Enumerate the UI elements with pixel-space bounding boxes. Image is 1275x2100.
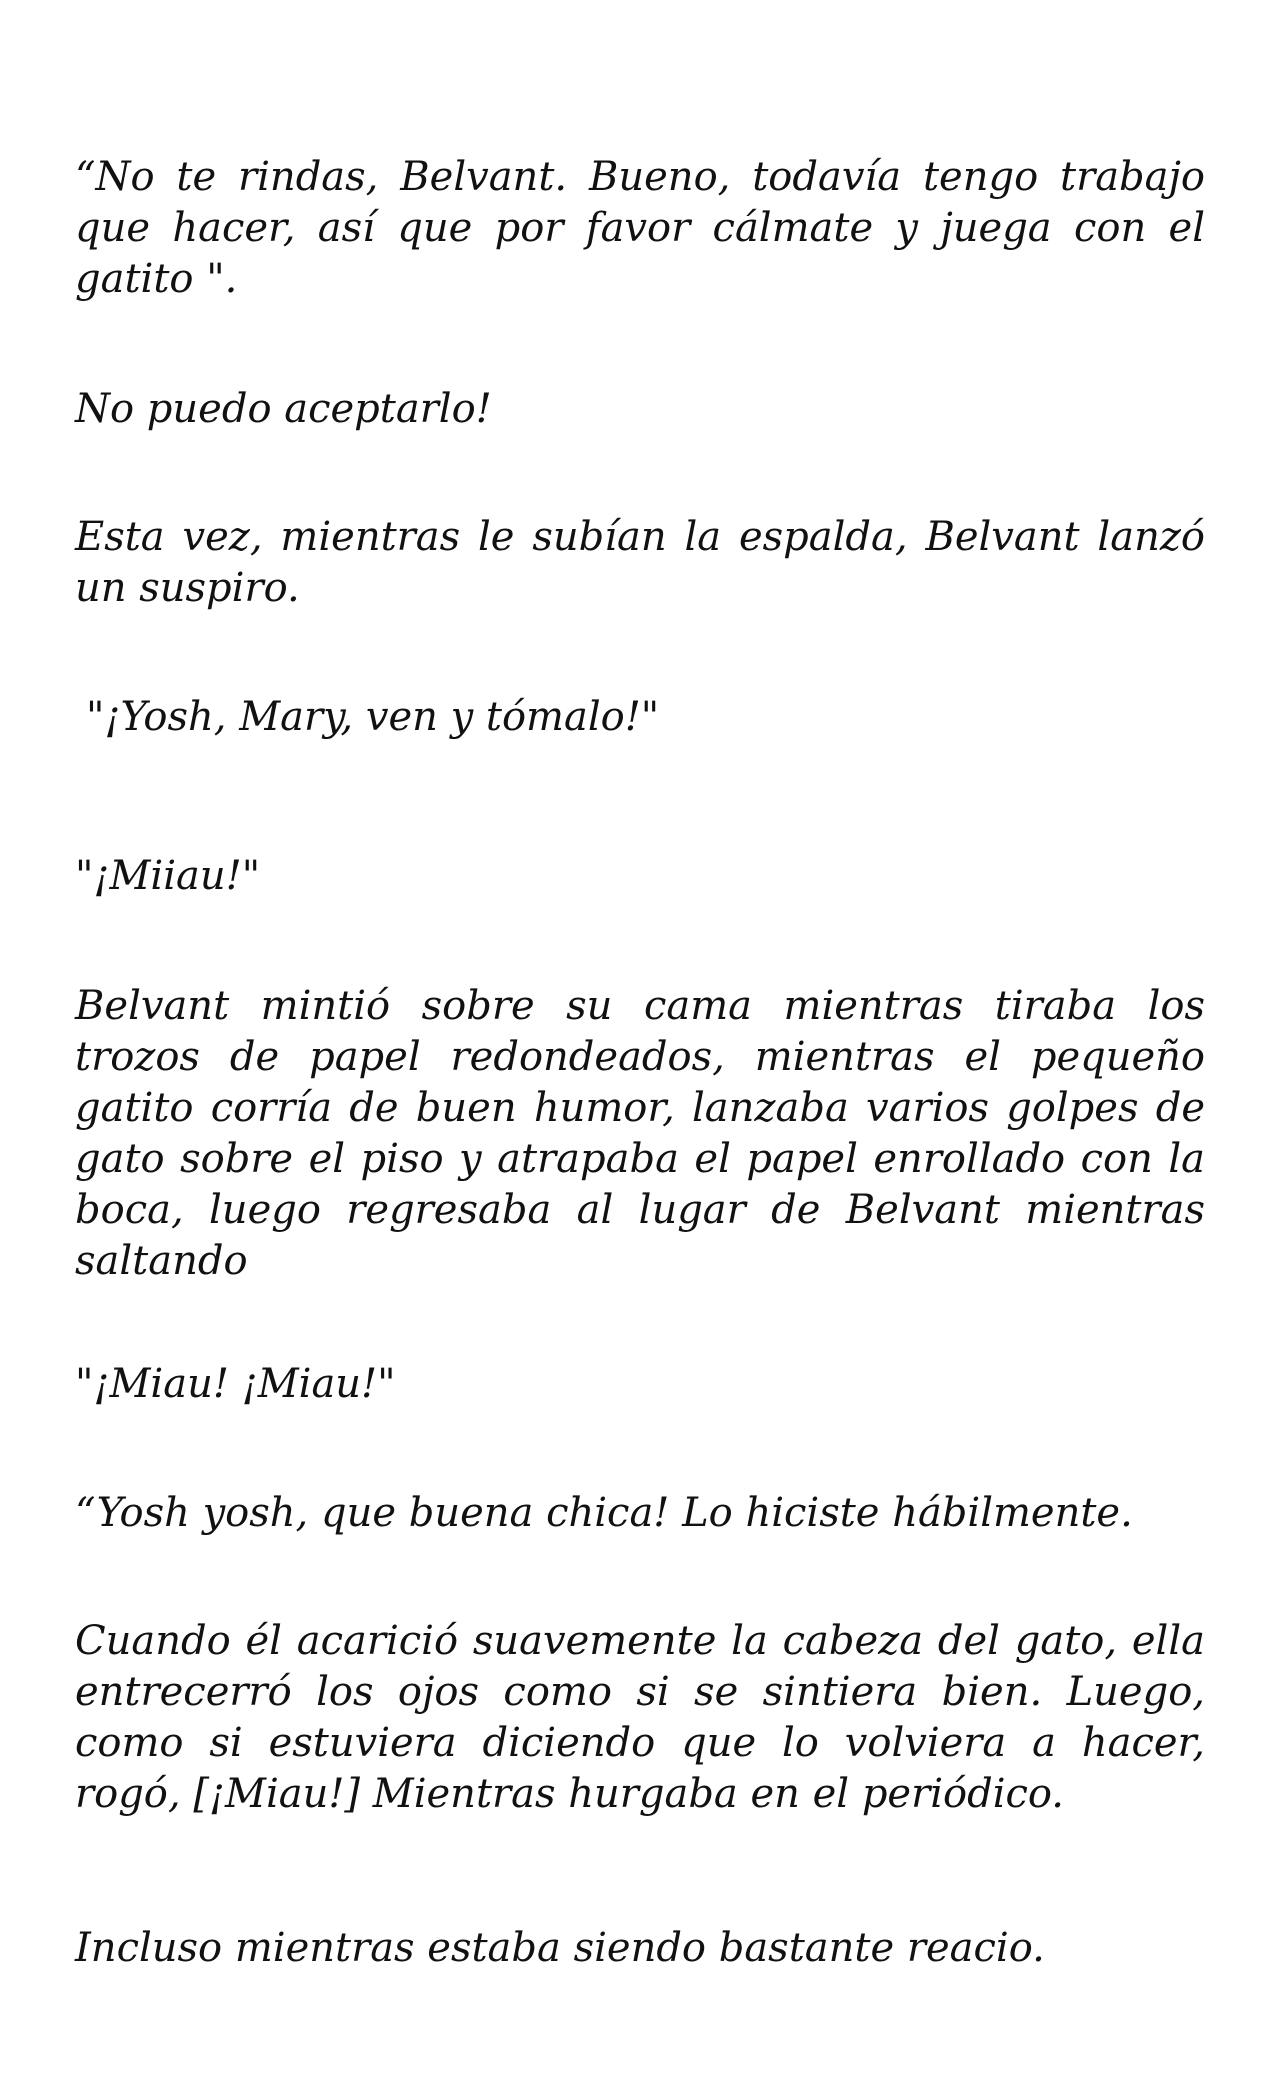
paragraph-7: "¡Miau! ¡Miau!": [75, 1361, 396, 1407]
paragraph-10: Incluso mientras estaba siendo bastante reacio.: [75, 1925, 1045, 1971]
paragraph-3: Esta vez, mientras le subían la espalda, Belvant lanzó un suspiro.: [75, 514, 1205, 611]
paragraph-5: "¡Miiau!": [75, 853, 261, 899]
paragraph-4: "¡Yosh, Mary, ven y tómalo!": [86, 694, 660, 740]
paragraph-1: “No te rindas, Belvant. Bueno, todavía tengo trabajo que hacer, así que por favor cálmate y juega con el gatito ".: [75, 154, 1205, 302]
paragraph-6: Belvant mintió sobre su cama mientras tiraba los trozos de papel redondeados, mientras el pequeño gatito corría de buen humor, lanzaba varios golpes de gato sobre el piso y atrapaba el papel enrollado con la boca, luego regresaba al lugar de Belvant mientras saltando: [75, 983, 1205, 1284]
paragraph-2: No puedo aceptarlo!: [75, 386, 492, 432]
paragraph-9: Cuando él acarició suavemente la cabeza del gato, ella entrecerró los ojos como si se sintiera bien. Luego, como si estuviera diciendo que lo volviera a hacer, rogó, [¡Miau!] Mientras hurgaba en el periódico.: [75, 1618, 1205, 1817]
paragraph-8: “Yosh yosh, que buena chica! Lo hiciste hábilmente.: [75, 1490, 1133, 1536]
